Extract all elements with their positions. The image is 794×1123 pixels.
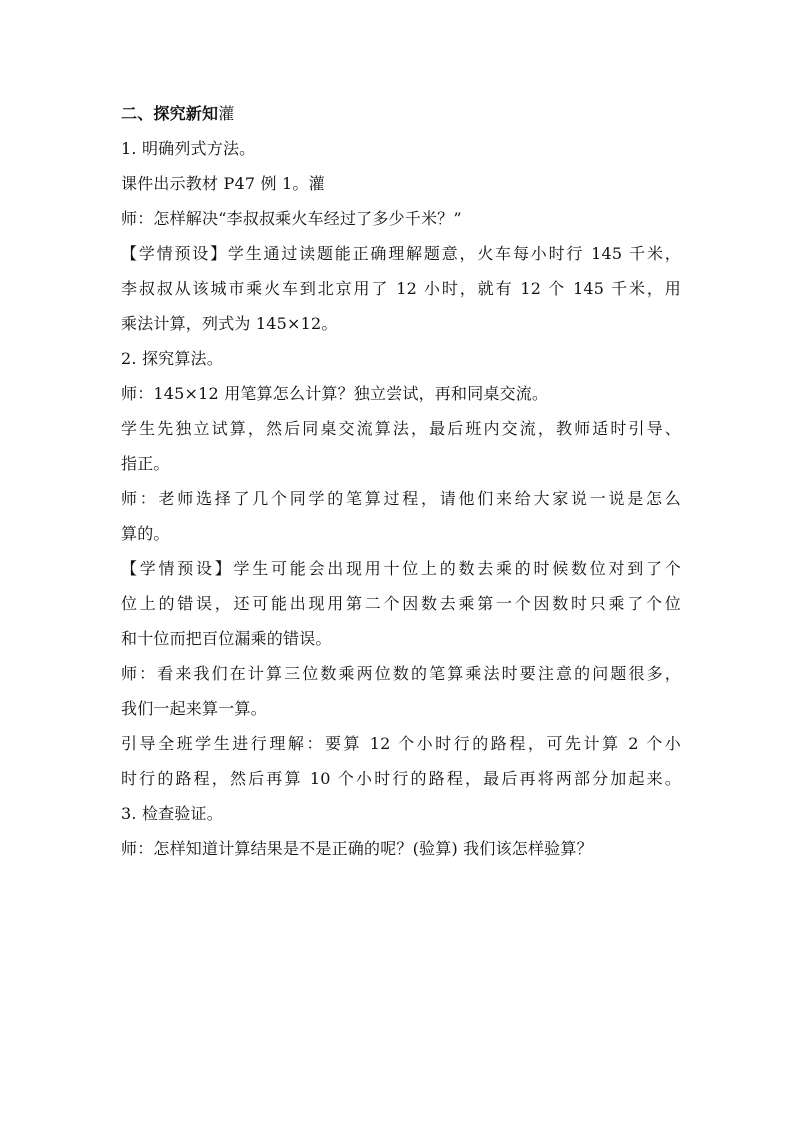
section-heading-tail: 灌 — [218, 104, 235, 123]
students-try-line-1: 学生先独立试算，然后同桌交流算法，最后班内交流，教师适时引导、 — [121, 419, 681, 438]
step-1-title: 1. 明确列式方法。 — [121, 139, 256, 158]
preset-1-line-2: 李叔叔从该城市乘火车到北京用了 12 小时，就有 12 个 145 千米，用 — [121, 279, 681, 298]
teacher-question-1: 师：怎样解决“李叔叔乘火车经过了多少千米？” — [121, 209, 462, 228]
students-try-line-2: 指正。 — [121, 454, 170, 473]
preset-2-line-2: 位上的错误，还可能出现用第二个因数去乘第一个因数时只乘了个位 — [121, 594, 681, 613]
teacher-note-line-2: 我们一起来算一算。 — [121, 699, 267, 718]
preset-2-line-1: 【学情预设】学生可能会出现用十位上的数去乘的时候数位对到了个 — [121, 559, 681, 578]
courseware-line: 课件出示教材 P47 例 1。灌 — [121, 174, 325, 193]
section-heading-text: 二、探究新知 — [121, 104, 219, 123]
teacher-question-3: 师：怎样知道计算结果是不是正确的呢？(验算) 我们该怎样验算？ — [121, 839, 593, 858]
guide-line-2: 时行的路程，然后再算 10 个小时行的路程，最后再将两部分加起来。 — [121, 769, 681, 788]
document-page — [121, 96, 681, 866]
teacher-select-line-1: 师：老师选择了几个同学的笔算过程，请他们来给大家说一说是怎么 — [121, 489, 681, 508]
teacher-select-line-2: 算的。 — [121, 524, 170, 543]
teacher-note-line-1: 师：看来我们在计算三位数乘两位数的笔算乘法时要注意的问题很多， — [121, 664, 681, 683]
guide-line-1: 引导全班学生进行理解：要算 12 个小时行的路程，可先计算 2 个小 — [121, 734, 681, 753]
preset-1-line-3: 乘法计算，列式为 145×12。 — [121, 314, 338, 333]
teacher-question-2: 师：145×12 用笔算怎么计算？独立尝试，再和同桌交流。 — [121, 384, 549, 403]
step-3-title: 3. 检查验证。 — [121, 804, 223, 823]
preset-1-line-1: 【学情预设】学生通过读题能正确理解题意，火车每小时行 145 千米， — [121, 244, 681, 263]
step-2-title: 2. 探究算法。 — [121, 349, 223, 368]
section-heading — [121, 96, 681, 131]
preset-2-line-3: 和十位而把百位漏乘的错误。 — [121, 629, 332, 648]
